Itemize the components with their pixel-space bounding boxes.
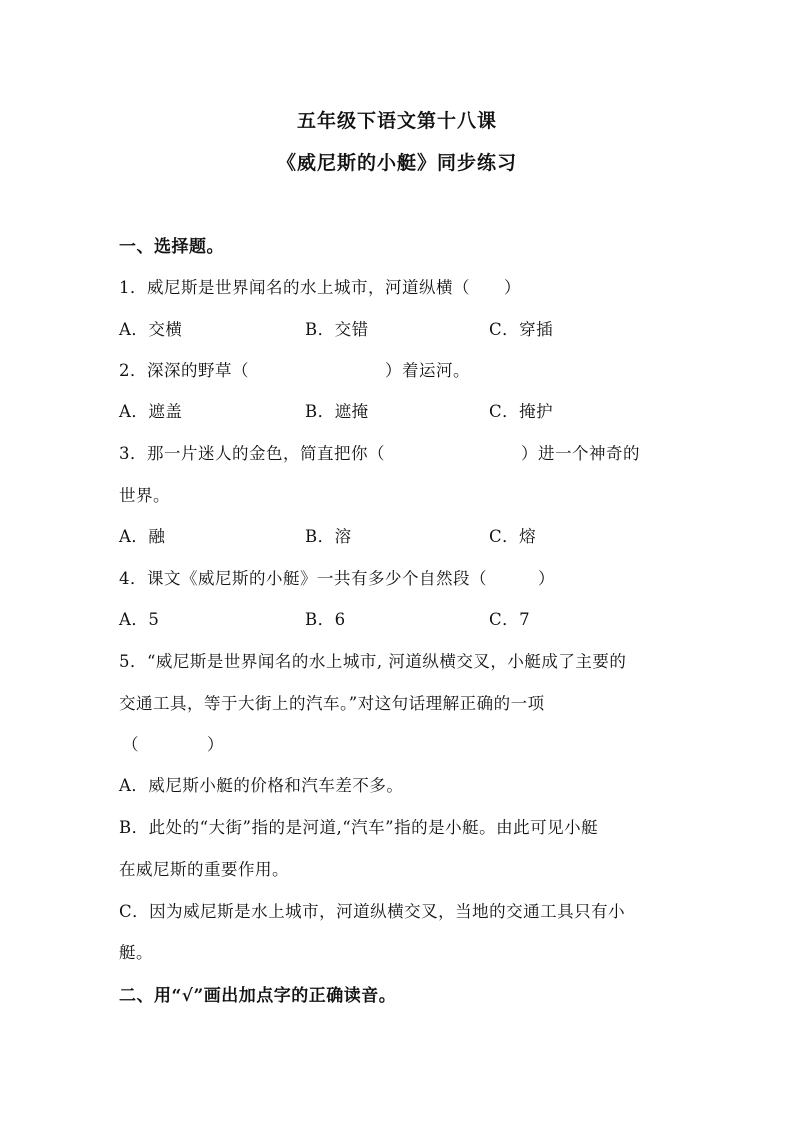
question-2-option-c: C．掩护: [489, 402, 554, 421]
question-5-option-c-line-1: C．因为威尼斯是水上城市，河道纵横交叉，当地的交通工具只有小: [119, 902, 626, 921]
page-subtitle: 《威尼斯的小艇》同步练习: [276, 152, 517, 174]
section-heading-choice: 一、选择题。: [119, 237, 224, 257]
question-4-stem: 4．课文《威尼斯的小艇》一共有多少个自然段（ ）: [119, 569, 555, 588]
question-3-stem-line-2: 世界。: [119, 486, 170, 505]
question-5-option-b-line-1: B．此处的“大街”指的是河道,“汽车”指的是小艇。由此可见小艇: [119, 818, 599, 837]
question-1-stem: 1．威尼斯是世界闻名的水上城市，河道纵横（ ）: [119, 278, 521, 297]
question-5-stem-line-1: 5．“威尼斯是世界闻名的水上城市, 河道纵横交叉，小艇成了主要的: [119, 652, 627, 671]
question-1-option-a: A．交横: [119, 320, 183, 339]
question-4-option-b: B．6: [305, 610, 346, 629]
question-3-option-a: A．融: [119, 527, 166, 546]
question-4-option-a: A．5: [119, 610, 160, 629]
question-3-option-c: C．熔: [489, 527, 537, 546]
question-1-option-c: C．穿插: [489, 320, 554, 339]
question-4-option-c: C．7: [489, 610, 531, 629]
question-1-option-b: B．交错: [305, 320, 369, 339]
question-3-stem-line-1: 3．那一片迷人的金色，简直把你（ ）进一个神奇的: [119, 444, 640, 463]
question-5-option-c-line-2: 艇。: [119, 943, 153, 962]
question-5-option-a: A．威尼斯小艇的价格和汽车差不多。: [119, 776, 404, 795]
question-2-option-b: B．遮掩: [305, 402, 369, 421]
question-5-option-b-line-2: 在威尼斯的重要作用。: [119, 860, 289, 879]
question-2-option-a: A．遮盖: [119, 402, 183, 421]
section-heading-pronunciation: 二、用“√”画出加点字的正确读音。: [119, 986, 397, 1006]
question-3-option-b: B．溶: [305, 527, 352, 546]
page-title: 五年级下语文第十八课: [296, 110, 497, 132]
question-2-stem: 2．深深的野草（ ）着运河。: [119, 361, 470, 380]
question-5-answer-blank: （ ）: [122, 735, 224, 754]
question-5-stem-line-2: 交通工具，等于大街上的汽车。”对这句话理解正确的一项: [119, 694, 545, 713]
